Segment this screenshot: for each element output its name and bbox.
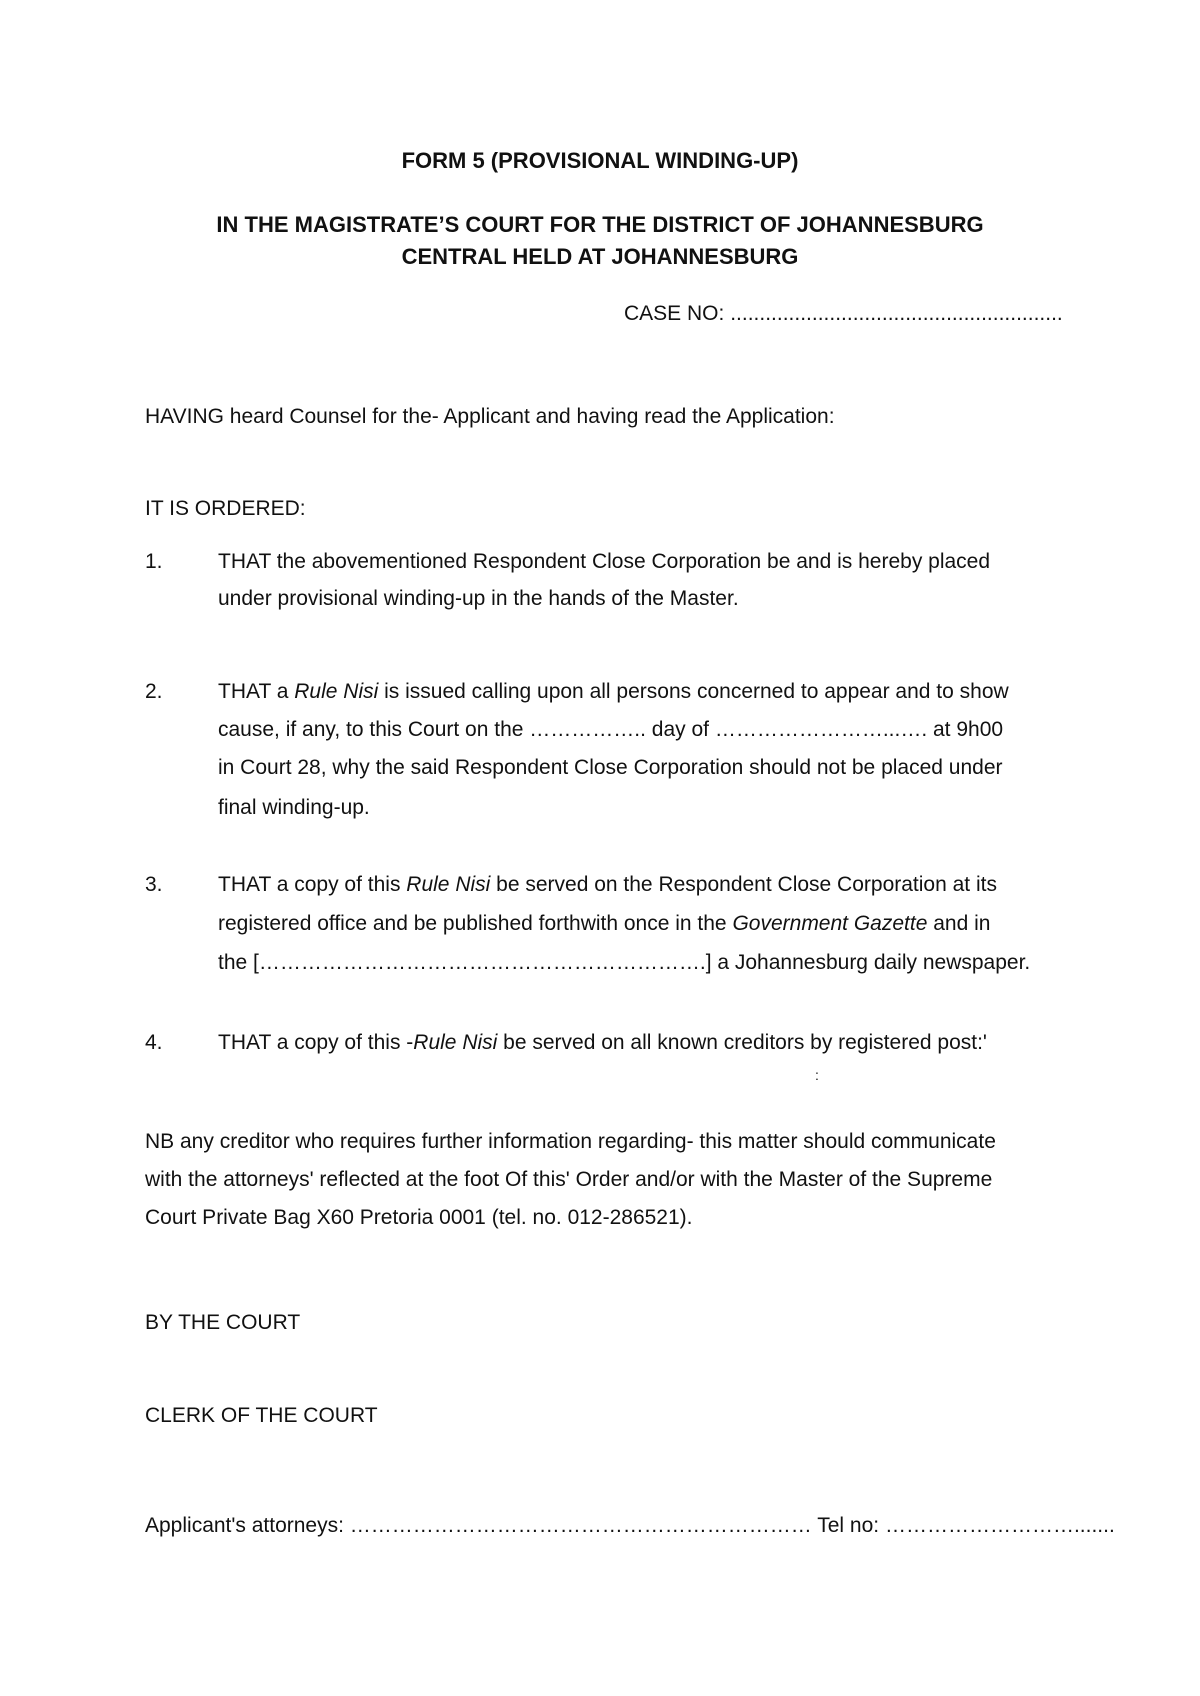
order-1-line-1: THAT the abovementioned Respondent Close Corporation be and is hereby placed	[218, 550, 991, 573]
it-is-ordered-heading: IT IS ORDERED:	[145, 497, 306, 520]
order-3-line-1: THAT a copy of this Rule Nisi be served on the Respondent Close Corporation at its	[218, 873, 997, 896]
stray-colon-mark: :	[815, 1067, 819, 1083]
order-2-line-1: THAT a Rule Nisi is issued calling upon all persons concerned to appear and to show	[218, 680, 1009, 703]
court-heading-line-1: IN THE MAGISTRATE’S COURT FOR THE DISTRICT OF JOHANNESBURG	[216, 212, 984, 237]
nb-paragraph-line-2: with the attorneys' reflected at the foot Of this' Order and/or with the Master of the Supreme	[145, 1168, 993, 1191]
order-number-1: 1.	[145, 550, 163, 573]
clerk-of-the-court: CLERK OF THE COURT	[145, 1404, 378, 1427]
order-4-line-1: THAT a copy of this -Rule Nisi be served on all known creditors by registered post:'	[218, 1031, 987, 1054]
order-3-line-3: the [……………………………………………………….] a Johannesburg daily newspaper.	[218, 951, 1031, 974]
case-number-field: CASE NO: .........................................................	[624, 302, 1063, 325]
having-heard-paragraph: HAVING heard Counsel for the- Applicant and having read the Application:	[145, 405, 835, 428]
form-title: FORM 5 (PROVISIONAL WINDING-UP)	[401, 148, 799, 173]
nb-paragraph-line-3: Court Private Bag X60 Pretoria 0001 (tel. no. 012-286521).	[145, 1206, 693, 1229]
nb-paragraph-line-1: NB any creditor who requires further information regarding- this matter should communicate	[145, 1130, 996, 1153]
order-number-2: 2.	[145, 680, 163, 703]
order-2-line-2: cause, if any, to this Court on the …………….. day of ……………………...…. at 9h00	[218, 718, 1004, 741]
order-2-line-4: final winding-up.	[218, 796, 370, 819]
order-2-line-3: in Court 28, why the said Respondent Close Corporation should not be placed under	[218, 756, 1003, 779]
court-heading-line-2: CENTRAL HELD AT JOHANNESBURG	[401, 244, 799, 269]
attorneys-footer-line: Applicant's attorneys: ………………………………………………………… Tel no: ……………………….......	[145, 1514, 1115, 1537]
order-number-3: 3.	[145, 873, 163, 896]
order-3-line-2: registered office and be published forthwith once in the Government Gazette and in	[218, 912, 991, 935]
by-the-court: BY THE COURT	[145, 1311, 301, 1334]
order-number-4: 4.	[145, 1031, 163, 1054]
order-1-line-2: under provisional winding-up in the hands of the Master.	[218, 587, 739, 610]
